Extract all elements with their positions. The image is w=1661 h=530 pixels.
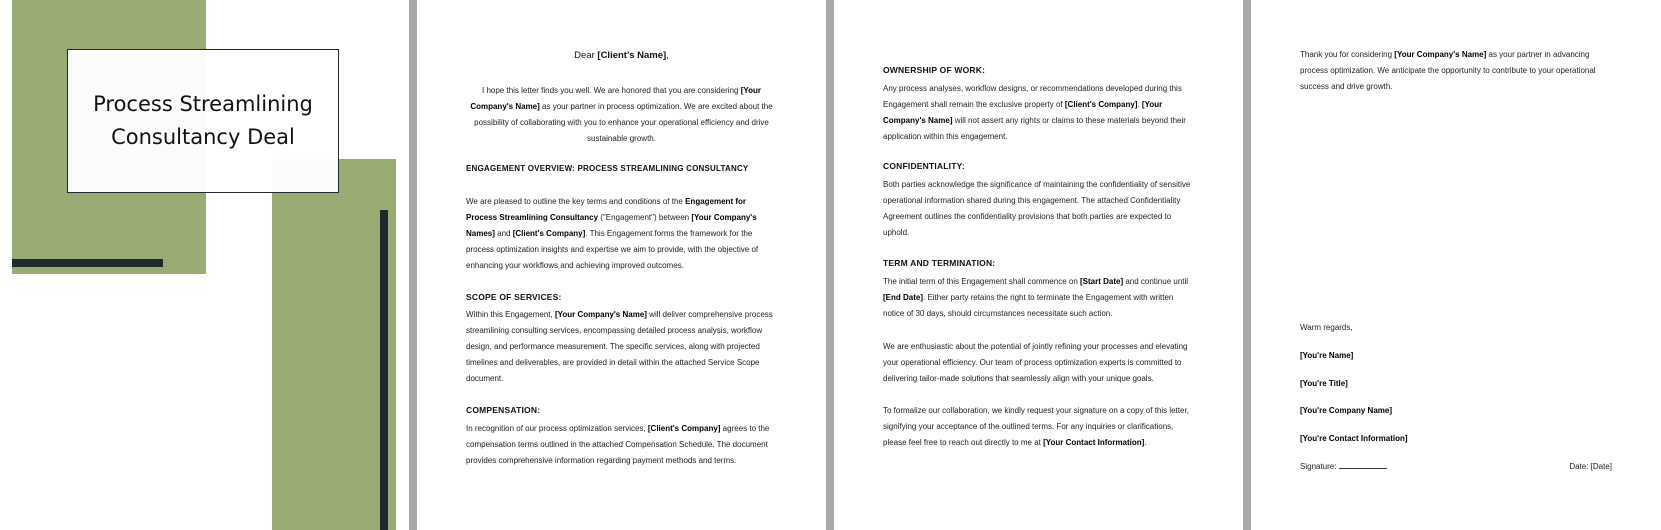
term-text-3: . Either party retains the right to terminate the Engagement with written notice of 30 days, should circumstances necessitate such action. xyxy=(883,293,1174,318)
thanks-paragraph xyxy=(1300,47,1612,95)
comp-text-1: In recognition of our process optimization services, xyxy=(466,424,648,433)
scope-text-2: will deliver comprehensive process streamlining consulting services, encompassing detailed process analysis, workflow design, and performance measurement. The specific services, along with projected timelines and deliverables, are provided in detail within the attached Service Scope document. xyxy=(466,310,773,383)
closing: Warm regards, xyxy=(1300,323,1353,332)
overview-text-4: . This Engagement forms the framework for the process optimization insights and expertise we aim to provide, with the objective of enhancing your workflows and achieving improved outcomes. xyxy=(466,229,759,270)
term-text-1: The initial term of this Engagement shall commence on xyxy=(883,277,1080,286)
term-text-2: and continue until xyxy=(1123,277,1189,286)
greeting-prefix: Dear xyxy=(574,50,598,61)
cover-dark-bar-horizontal xyxy=(12,259,163,267)
comp-client-company: [Client's Company] xyxy=(647,424,721,433)
signature-row xyxy=(1300,459,1612,475)
signature-line xyxy=(1339,461,1387,469)
confidentiality-heading: CONFIDENTIALITY: xyxy=(883,161,965,171)
overview-text-2: ("Engagement") between xyxy=(598,213,692,222)
compensation-heading: COMPENSATION: xyxy=(466,405,541,415)
signature-label: Signature: xyxy=(1300,462,1337,471)
overview-text-3: and xyxy=(494,229,513,238)
compensation-paragraph xyxy=(466,421,777,469)
sender-company: [You're Company Name] xyxy=(1300,406,1392,415)
own-client-company: [Client's Company] xyxy=(1064,100,1138,109)
thanks-text-2: as your partner in advancing process optimization. We anticipate the opportunity to contribute to your operational success and drive growth. xyxy=(1300,50,1596,91)
overview-paragraph xyxy=(466,194,777,274)
comp-text-2: agrees to the compensation terms outlined in the attached Compensation Schedule. The document provides comprehensive information regarding payment methods and terms. xyxy=(466,424,770,465)
thanks-text-1: Thank you for considering xyxy=(1300,50,1395,59)
formalize-paragraph xyxy=(883,403,1194,451)
greeting-name: [Client's Name] xyxy=(597,50,667,61)
intro-text-1: I hope this letter finds you well. We are honored that you are considering xyxy=(482,86,741,95)
ownership-paragraph xyxy=(883,81,1194,145)
thanks-company-name: [Your Company's Name] xyxy=(1394,50,1487,59)
scope-heading: SCOPE OF SERVICES: xyxy=(466,292,562,302)
ownership-heading: OWNERSHIP OF WORK: xyxy=(883,65,986,75)
date-label: Date: [Date] xyxy=(1569,462,1612,471)
letter-page-3 xyxy=(1251,0,1661,530)
own-company-name: [Your Company's Name] xyxy=(883,100,1163,125)
own-text-2: . xyxy=(1137,100,1142,109)
cover-title-box xyxy=(67,49,339,193)
sender-name: [You're Name] xyxy=(1300,351,1354,360)
cover-dark-bar-vertical xyxy=(380,210,388,530)
letter-page-2 xyxy=(834,0,1243,530)
intro-paragraph xyxy=(466,83,777,147)
term-start-date: [Start Date] xyxy=(1079,277,1124,286)
intro-company-name: [Your Company's Name] xyxy=(470,86,761,111)
greeting-suffix: , xyxy=(666,50,669,61)
overview-text-1: We are pleased to outline the key terms and conditions of the xyxy=(466,197,686,206)
overview-heading: ENGAGEMENT OVERVIEW: PROCESS STREAMLINING CONSULTANCY xyxy=(466,164,749,173)
sender-contact: [You're Contact Information] xyxy=(1300,434,1408,443)
cover-green-block-bottom xyxy=(272,159,396,530)
overview-client-company: [Client's Company] xyxy=(512,229,586,238)
cover-title: Process Streamlining Consultancy Deal xyxy=(93,92,313,149)
scope-paragraph xyxy=(466,307,777,387)
term-heading: TERM AND TERMINATION: xyxy=(883,258,996,268)
confidentiality-paragraph: Both parties acknowledge the significance of maintaining the confidentiality of sensitive operational information shared during this engagement. The attached Confidentiality Agreement outlines the confidentiality provisions that both parties are expected to uphold. xyxy=(883,180,1191,237)
formal-text-1: To formalize our collaboration, we kindly request your signature on a copy of this letter, signifying your acceptance of the outlined terms. For any inquiries or clarifications, please feel free to reach out directly to me at xyxy=(883,406,1189,447)
formal-contact-info: [Your Contact Information] xyxy=(1043,438,1145,447)
letter-page-1 xyxy=(417,0,826,530)
sender-title: [You're Title] xyxy=(1300,379,1348,388)
term-paragraph xyxy=(883,274,1194,322)
own-text-1: Any process analyses, workflow designs, or recommendations developed during this Engagement shall remain the exclusive property of xyxy=(883,84,1182,109)
overview-engagement-name: Engagement for Process Streamlining Consultancy xyxy=(466,197,746,222)
overview-company-names: [Your Company's Names] xyxy=(466,213,757,238)
greeting xyxy=(466,50,777,61)
intro-text-2: as your partner in process optimization. We are excited about the possibility of collaborating with you to enhance your operational efficiency and drive sustainable growth. xyxy=(474,102,773,143)
scope-text-1: Within this Engagement, xyxy=(466,310,555,319)
scope-company-name: [Your Company's Name] xyxy=(554,310,647,319)
cover-page xyxy=(0,0,409,530)
term-end-date: [End Date] xyxy=(883,293,923,302)
own-text-3: will not assert any rights or claims to these materials beyond their application within this engagement. xyxy=(883,116,1186,141)
formal-text-2: . xyxy=(1144,438,1147,447)
enthusiasm-paragraph: We are enthusiastic about the potential of jointly refining your processes and elevating your operational efficiency. Our team of process optimization experts is committed to delivering tailor-made solutions that seamlessly align with your unique goals. xyxy=(883,342,1188,383)
